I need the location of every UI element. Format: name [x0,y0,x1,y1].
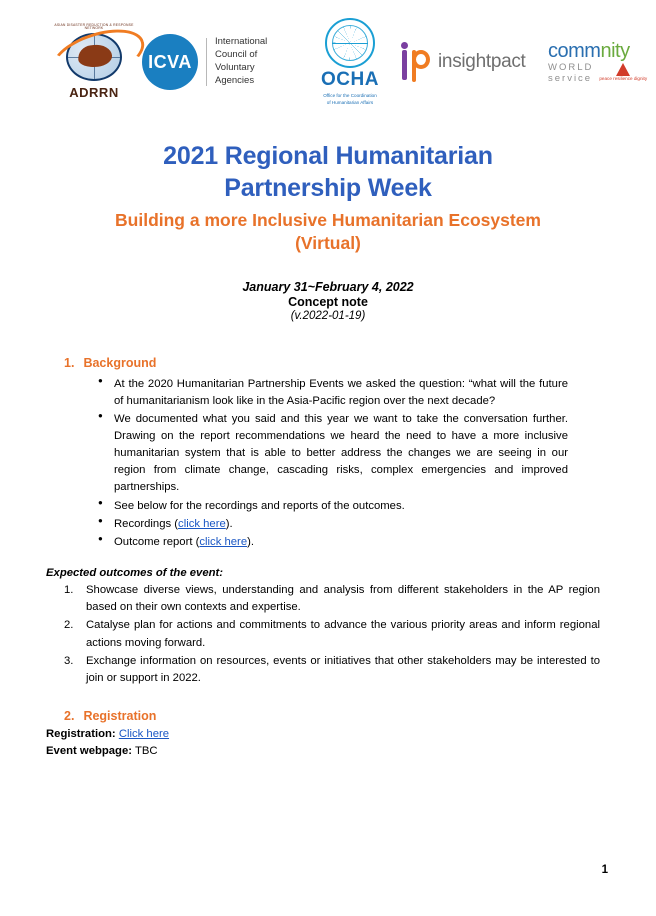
ocha-sub-line1: Office for the Coordination [323,92,377,98]
page-subtitle [46,209,610,255]
event-webpage-line [46,745,610,757]
event-dates: January 31~February 4, 2022 [242,279,414,294]
section-number-2: 2. [64,709,75,723]
title-block [46,140,610,255]
page-subtitle-line1: Building a more Inclusive Humanitarian Ecosystem [115,210,541,230]
insightpact-logo [398,40,548,84]
expected-outcomes-heading: Expected outcomes of the event: [46,567,224,580]
adrrn-emblem-icon [48,31,140,83]
outcome-report-link[interactable]: click here [199,535,248,548]
registration-line [46,728,610,740]
document-body [46,356,610,758]
icva-fullname [215,36,267,87]
section-heading-registration [64,709,610,723]
list-item: Showcase diverse views, understanding and analysis from different stakeholders in the AP region based on their own contexts and expertise. [86,584,600,614]
ocha-subtitle [323,93,377,107]
ocha-logo [302,18,398,107]
outcome-report-suffix: ). [247,535,255,548]
cws-text-col [548,62,593,84]
insightpact-wordmark: insightpact [438,51,526,72]
ocha-sub-line2: of Humanitarian Affairs [326,99,374,105]
list-item: Catalyse plan for actions and commitments to advance the various priority areas and inform regional actions moving forward. [86,619,600,649]
page-title-line1: 2021 Regional Humanitarian [163,142,493,170]
icva-line4: Agencies [215,74,255,86]
recordings-link[interactable]: click here [178,517,226,530]
cws-line2: WORLD [548,61,594,73]
cws-triangle-icon [599,63,647,83]
un-emblem-icon [325,18,375,68]
list-item: ● At the 2020 Humanitarian Partnership Events we asked the question: “what will the future of humanitarianism look like in the Asia-Pacific region over the next decade? [114,376,610,410]
cws-line3: service [548,72,593,84]
document-meta [46,280,610,322]
section-title-1: Background [83,355,157,370]
community-world-service-logo [548,41,656,84]
cws-line1 [548,41,630,61]
section-heading-background [64,356,610,370]
list-item: ● We documented what you said and this year we want to take the conversation further. Drawing on the report recommendations we heard the need to have a more inclusive humanitarian system that is able to better address the changes we are seeing in our region from climate change, cascading risks, complex emergencies and improved partnerships. [114,411,610,497]
document-type: Concept note [288,294,368,309]
list-item: Exchange information on resources, events or initiatives that other stakeholders may be interested to join or support in 2022. [86,654,600,684]
icva-line3: Voluntary [215,62,255,73]
list-item [114,516,610,533]
icva-line2: Council of [215,49,258,61]
list-item: ● See below for the recordings and reports of the outcomes. [114,498,610,515]
cws-row2 [548,62,647,84]
list-item [114,534,610,551]
registration-section [46,709,610,757]
icva-divider [206,38,207,86]
recordings-prefix: Recordings ( [114,517,179,530]
page-title [46,140,610,204]
outcome-report-prefix: Outcome report ( [114,535,200,548]
icva-line1: International [215,36,268,48]
section-number-1: 1. [64,355,75,370]
adrrn-logo [46,24,142,101]
page-title-line2: Partnership Week [224,174,432,202]
event-webpage-label: Event webpage: [46,745,133,757]
registration-label: Registration: [46,728,116,740]
background-bullet-list [46,376,610,552]
document-version: (v.2022-01-19) [290,309,366,322]
cws-values: peace resilience dignity [599,75,648,81]
logo-band [46,0,648,118]
icva-acronym: ICVA [142,34,198,90]
registration-link[interactable]: Click here [118,728,170,740]
insightpact-mark-icon [398,40,432,84]
page-subtitle-line2: (Virtual) [295,232,361,253]
page-number: 1 [601,864,608,876]
adrrn-name: ADRRN [69,85,119,101]
section-title-2: Registration [83,709,157,723]
adrrn-tagline: ASIAN DISASTER REDUCTION & RESPONSE NETWORK [54,22,134,30]
event-webpage-value: TBC [134,745,158,757]
ocha-name: OCHA [321,68,379,90]
cws-line1-a: comm [548,39,601,62]
expected-outcomes-list [46,582,610,687]
icva-logo [142,34,302,90]
cws-line1-b: nity [600,39,630,62]
recordings-suffix: ). [225,517,233,530]
